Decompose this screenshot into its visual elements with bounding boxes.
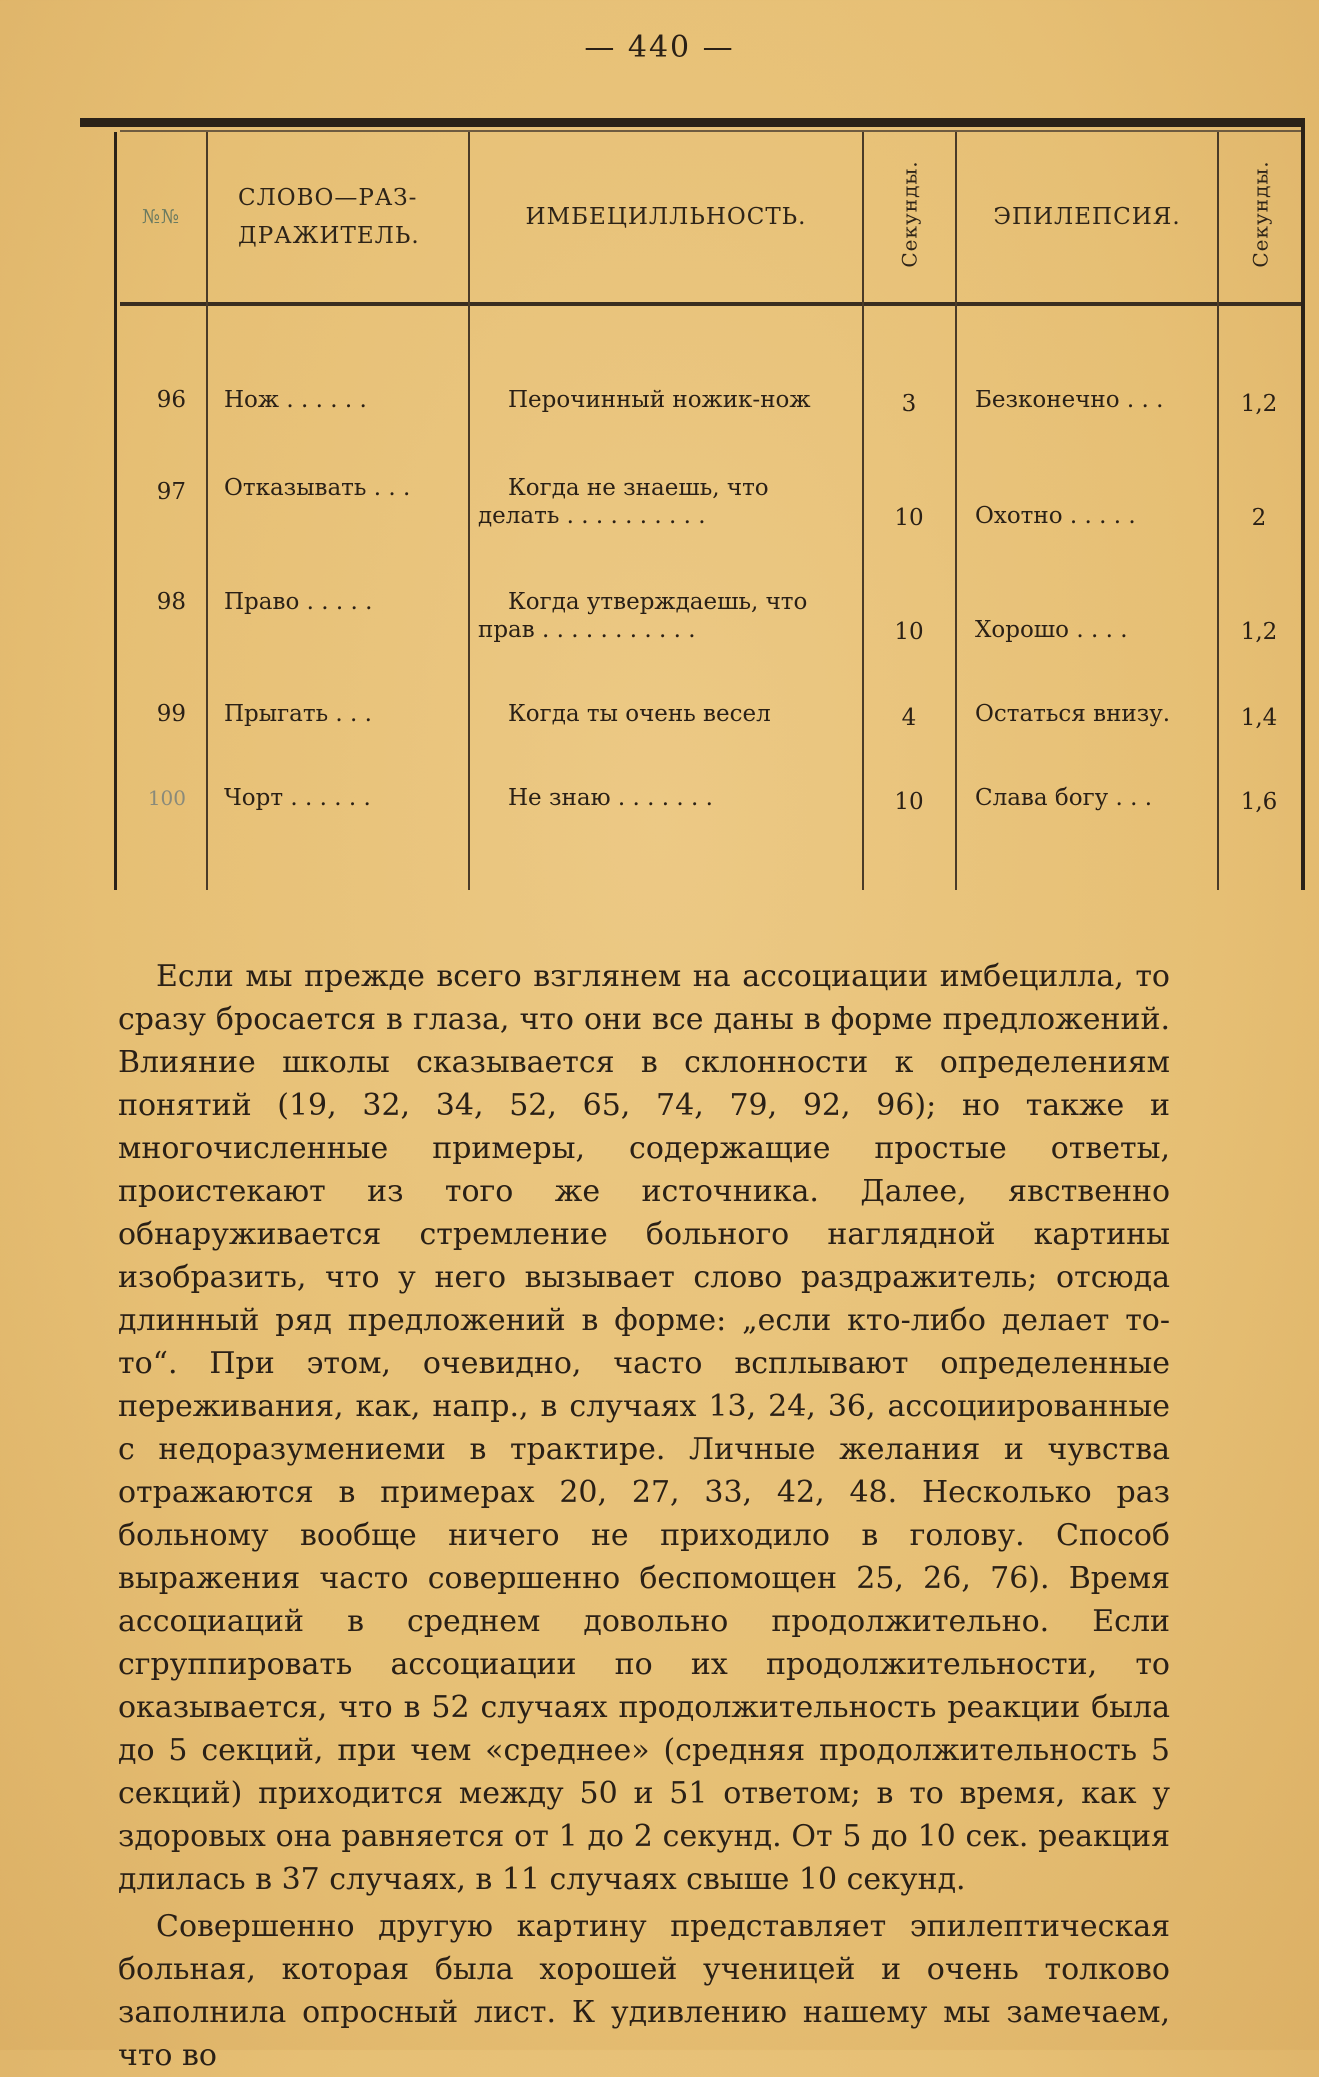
epilepsy-seconds: 1,2	[1240, 619, 1278, 645]
row-number: 100	[147, 786, 186, 810]
imbecile-response-cont: делать . . . . . . . . . .	[478, 503, 706, 529]
epilepsy-seconds: 1,4	[1240, 705, 1278, 731]
epilepsy-response: Охотно . . . . .	[975, 503, 1136, 529]
row-number: 96	[156, 387, 186, 413]
header-num	[116, 132, 206, 302]
header-epilepsy-label: ЭПИЛЕПСИЯ.	[993, 204, 1181, 230]
header-num-label: №№	[142, 206, 180, 228]
epilepsy-seconds: 1,6	[1240, 789, 1278, 815]
table-border-right	[1301, 118, 1305, 890]
table-header-rule	[120, 302, 1305, 306]
body-text	[118, 955, 1170, 2077]
imbecile-response-cont: прав . . . . . . . . . . .	[478, 617, 696, 643]
header-word	[208, 132, 468, 302]
imbecile-seconds: 10	[894, 505, 924, 531]
epilepsy-response: Хорошо . . . .	[975, 617, 1128, 643]
imbecile-response: Перочинный ножик-нож	[508, 387, 811, 413]
epilepsy-response: Остаться внизу.	[975, 701, 1171, 727]
stimulus-word: Чорт . . . . . .	[224, 785, 371, 811]
paragraph: Совершенно другую картину представляет эпилептическая больная, которая была хорошей ученицей и очень толково заполнила опросный лист. К удивлению нашему мы замечаем, что во	[118, 1909, 1170, 2073]
stimulus-word: Нож . . . . . .	[224, 387, 367, 413]
page-number: — 440 —	[584, 30, 735, 65]
imbecile-seconds: 10	[894, 789, 924, 815]
epilepsy-seconds: 2	[1251, 505, 1267, 531]
header-epilepsy	[957, 132, 1217, 302]
imbecile-response: Когда утверждаешь, что	[508, 589, 808, 615]
header-seconds-2-label: Секунды.	[1248, 160, 1273, 268]
header-word-line1: СЛОВО—РАЗ-	[238, 185, 418, 211]
table-top-rule	[80, 118, 1305, 127]
header-seconds-2	[1219, 132, 1301, 302]
header-word-line2: ДРАЖИТЕЛЬ.	[238, 223, 420, 249]
stimulus-word: Прыгать . . .	[224, 701, 372, 727]
epilepsy-response: Безконечно . . .	[975, 387, 1164, 413]
row-number: 98	[156, 589, 186, 615]
stimulus-word: Отказывать . . .	[224, 475, 411, 501]
stimulus-word: Право . . . . .	[224, 589, 373, 615]
association-table	[80, 118, 1305, 890]
imbecile-response: Когда не знаешь, что	[508, 475, 769, 501]
header-seconds-1-label: Секунды.	[897, 160, 922, 268]
imbecile-seconds: 10	[894, 619, 924, 645]
imbecile-seconds: 3	[901, 391, 917, 417]
header-imbecile-label: ИМБЕЦИЛЛЬНОСТЬ.	[525, 204, 807, 230]
header-imbecile	[470, 132, 862, 302]
imbecile-response: Когда ты очень весел	[508, 701, 771, 727]
row-number: 97	[156, 479, 186, 505]
epilepsy-seconds: 1,2	[1240, 391, 1278, 417]
imbecile-response: Не знаю . . . . . . .	[508, 785, 713, 811]
header-seconds-1	[864, 132, 955, 302]
paragraph: Если мы прежде всего взглянем на ассоциации имбецилла, то сразу бросается в глаза, что они все даны в форме предложений. Влияние школы сказывается в склонности к определениям понятий (19, 32, 34, 52, 65, 74, 79, 92, 96); но также и многочисленные примеры, содержащие простые ответы, проистекают из того же источника. Далее, явственно обнаруживается стремление больного наглядной картины изобразить, что у него вызывает слово раздражитель; отсюда длинный ряд предложений в форме: „если кто-либо делает то-то“. При этом, очевидно, часто всплывают определенные переживания, как, напр., в случаях 13, 24, 36, ассоциированные с недоразумениеми в трактире. Личные желания и чувства отражаются в примерах 20, 27, 33, 42, 48. Несколько раз больному вообще ничего не приходило в голову. Способ выражения часто совершенно беспомощен 25, 26, 76). Время ассоциаций в среднем довольно продолжительно. Если сгруппировать ассоциации по их продолжительности, то оказывается, что в 52 случаях продолжительность реакции была до 5 секций, при чем «среднее» (средняя продолжительность 5 секций) приходится между 50 и 51 ответом; в то время, как у здоровых она равняется от 1 до 2 секунд. От 5 до 10 сек. реакция длилась в 37 случаях, в 11 случаях свыше 10 секунд.	[118, 959, 1170, 1897]
row-number: 99	[156, 701, 186, 727]
imbecile-seconds: 4	[901, 705, 917, 731]
epilepsy-response: Слава богу . . .	[975, 785, 1153, 811]
